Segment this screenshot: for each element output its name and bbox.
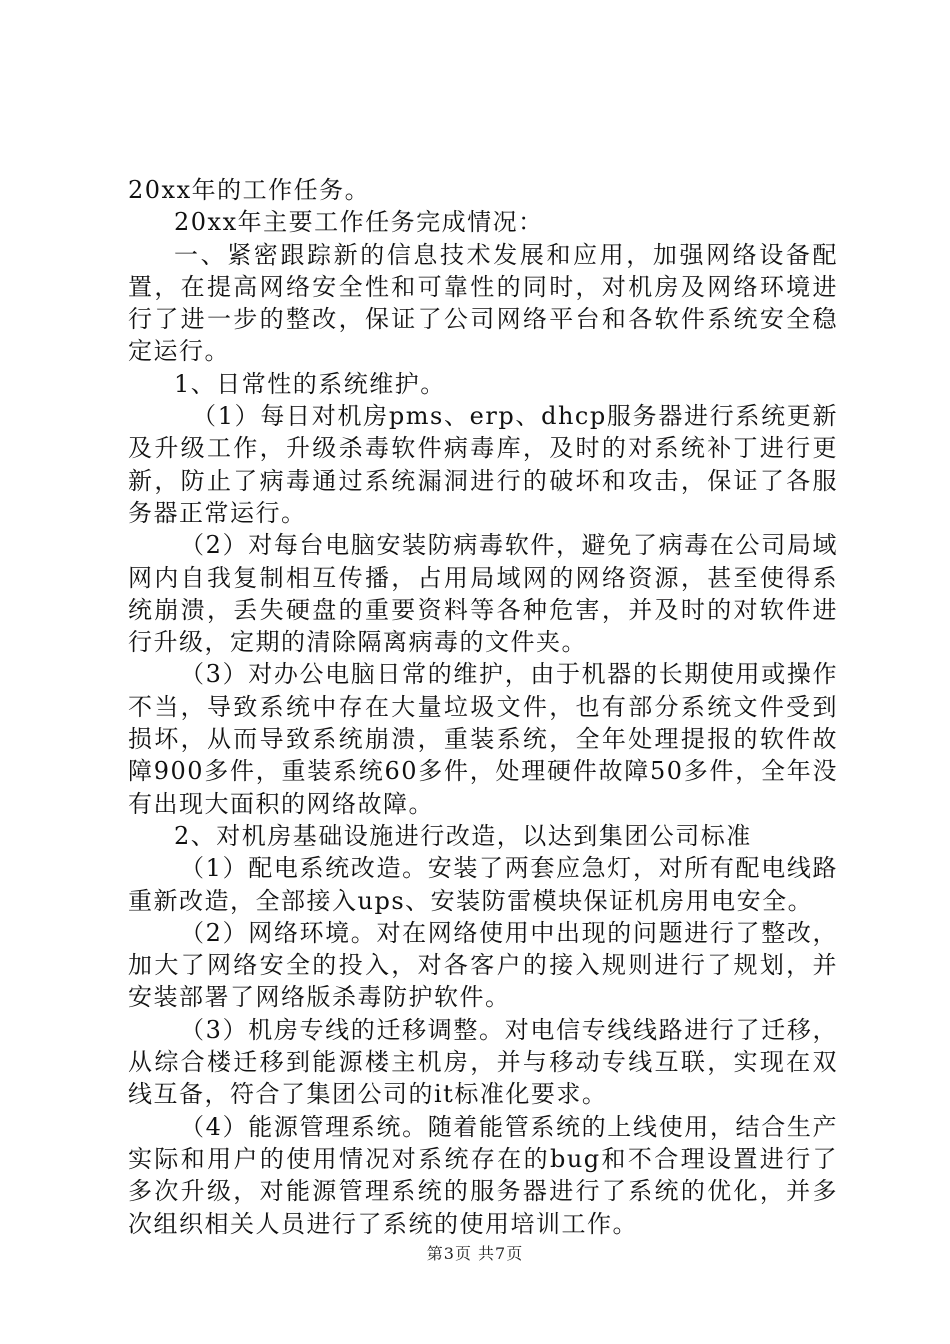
paragraph-item-2-heading: 2、对机房基础设施进行改造，以达到集团公司标准 [174, 821, 752, 850]
document-body [128, 174, 838, 1240]
paragraph-continuation: 20xx年的工作任务。 [128, 176, 371, 204]
paragraph-item-1-3: （3）对办公电脑日常的维护，由于机器的长期使用或操作不当，导致系统中存在大量垃圾文件，也有部分系统文件受到损坏，从而导致系统崩溃，重装系统，全年处理提报的软件故障900多件，重装系统60多件，处理硬件故障50多件，全年没有出现大面积的网络故障。 [128, 660, 838, 818]
paragraph-item-2-3: （3）机房专线的迁移调整。对电信专线线路进行了迁移，从综合楼迁移到能源楼主机房，并与移动专线互联，实现在双线互备，符合了集团公司的it标准化要求。 [128, 1015, 838, 1109]
paragraph-item-1-heading: 1、日常性的系统维护。 [174, 369, 446, 398]
paragraph-section-one: 一、紧密跟踪新的信息技术发展和应用，加强网络设备配置，在提高网络安全性和可靠性的同时，对机房及网络环境进行了进一步的整改，保证了公司网络平台和各软件系统安全稳定运行。 [128, 240, 838, 366]
paragraph-item-2-2: （2）网络环境。对在网络使用中出现的问题进行了整改，加大了网络安全的投入，对各客户的接入规则进行了规划，并安装部署了网络版杀毒防护软件。 [128, 918, 838, 1012]
paragraph-item-2-4: （4）能源管理系统。随着能管系统的上线使用，结合生产实际和用户的使用情况对系统存在的bug和不合理设置进行了多次升级，对能源管理系统的服务器进行了系统的优化，并多次组织相关人员进行了系统的使用培训工作。 [128, 1112, 838, 1238]
paragraph-summary-heading: 20xx年主要工作任务完成情况： [174, 208, 544, 237]
paragraph-item-2-1: （1）配电系统改造。安装了两套应急灯，对所有配电线路重新改造，全部接入ups、安装防雷模块保证机房用电安全。 [128, 854, 838, 915]
paragraph-item-1-2: （2）对每台电脑安装防病毒软件，避免了病毒在公司局域网内自我复制相互传播，占用局域网的网络资源，甚至使得系统崩溃，丢失硬盘的重要资料等各种危害，并及时的对软件进行升级，定期的清除隔离病毒的文件夹。 [128, 531, 838, 657]
paragraph-item-1-1: （1）每日对机房pms、erp、dhcp服务器进行系统更新及升级工作，升级杀毒软件病毒库，及时的对系统补丁进行更新，防止了病毒通过系统漏洞进行的破坏和攻击，保证了各服务器正常运行。 [128, 402, 838, 527]
page-number-footer: 第3页 共7页 [426, 1244, 524, 1263]
